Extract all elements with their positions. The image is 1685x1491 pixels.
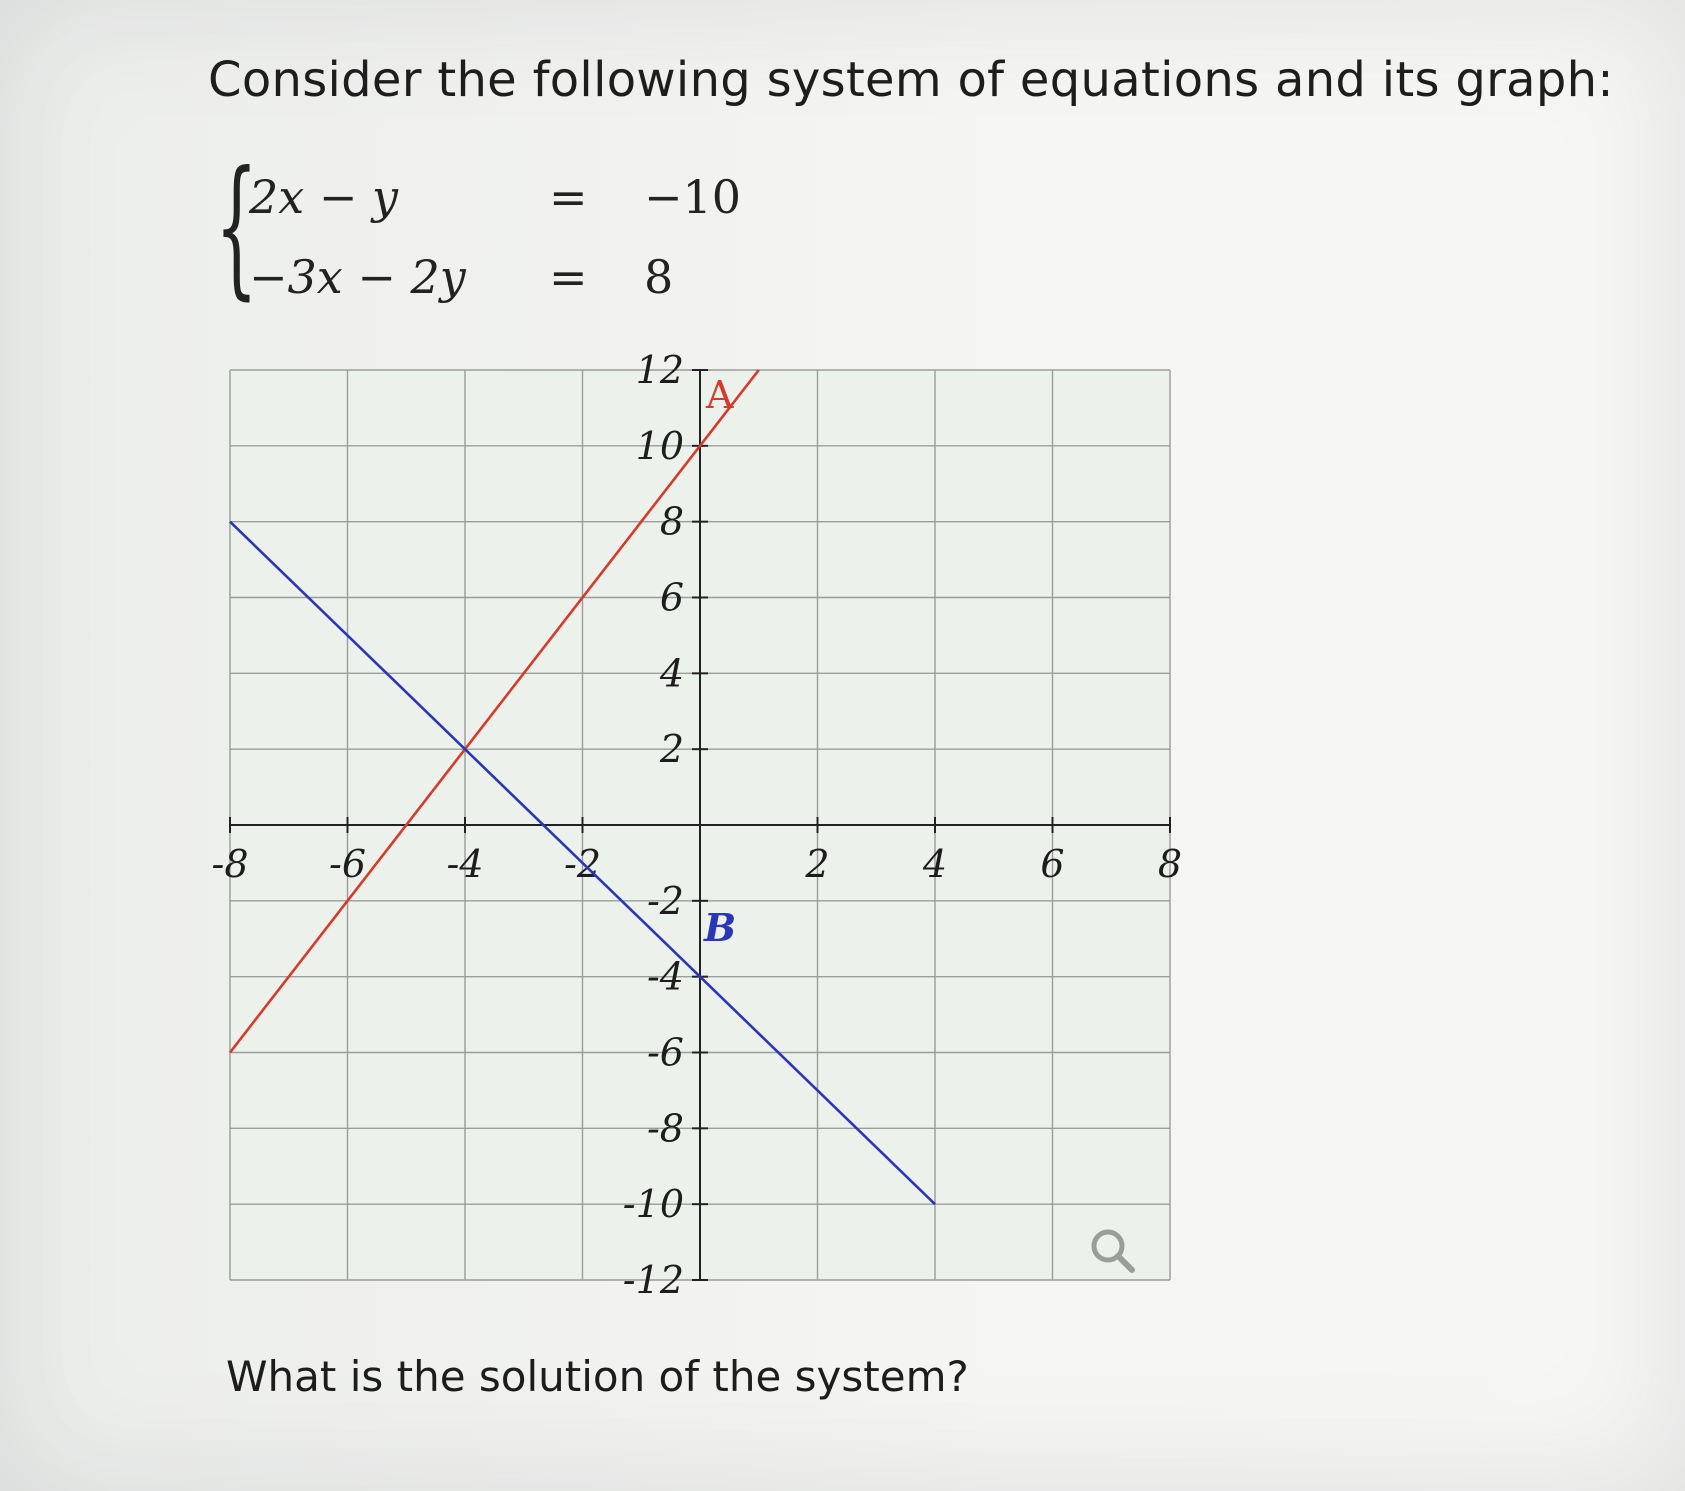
question-text: What is the solution of the system? <box>226 1352 969 1401</box>
equation-1-equals: = <box>549 170 588 224</box>
y-tick-label: -4 <box>646 954 684 999</box>
equation-2-lhs: −3x − 2y <box>249 250 466 304</box>
line-b-label: B <box>704 904 737 950</box>
equation-2-equals: = <box>549 250 588 304</box>
x-tick-label: -6 <box>328 842 367 886</box>
y-tick-label: 12 <box>635 348 684 392</box>
problem-prompt: Consider the following system of equations and its graph: <box>208 52 1614 108</box>
equation-system <box>215 140 742 314</box>
x-tick-label: 8 <box>1157 842 1183 886</box>
y-tick-label: -6 <box>646 1030 684 1075</box>
y-tick-label: -10 <box>622 1182 684 1227</box>
x-tick-label: 6 <box>1040 842 1065 886</box>
equation-2 <box>249 250 749 310</box>
y-tick-label: -8 <box>646 1106 684 1151</box>
line-a-label: A <box>706 372 734 417</box>
y-tick-label: -2 <box>646 878 684 923</box>
system-brace: { <box>215 140 258 314</box>
y-tick-label: 6 <box>659 575 684 620</box>
x-tick-label: -8 <box>211 842 249 886</box>
equation-1-lhs: 2x − y <box>249 170 398 224</box>
equation-2-rhs: 8 <box>644 250 674 304</box>
y-tick-label: 4 <box>659 651 684 696</box>
y-tick-label: 10 <box>635 423 684 468</box>
equation-1 <box>249 170 749 230</box>
y-tick-label: 2 <box>659 727 684 772</box>
x-tick-label: -2 <box>563 842 602 886</box>
system-graph <box>211 348 1190 1315</box>
x-tick-label: 4 <box>922 842 948 886</box>
x-tick-label: 2 <box>805 842 830 886</box>
y-tick-label: 8 <box>659 499 684 544</box>
x-tick-label: -4 <box>446 842 484 886</box>
y-tick-label: -12 <box>622 1258 684 1302</box>
equation-1-rhs: −10 <box>644 170 742 224</box>
